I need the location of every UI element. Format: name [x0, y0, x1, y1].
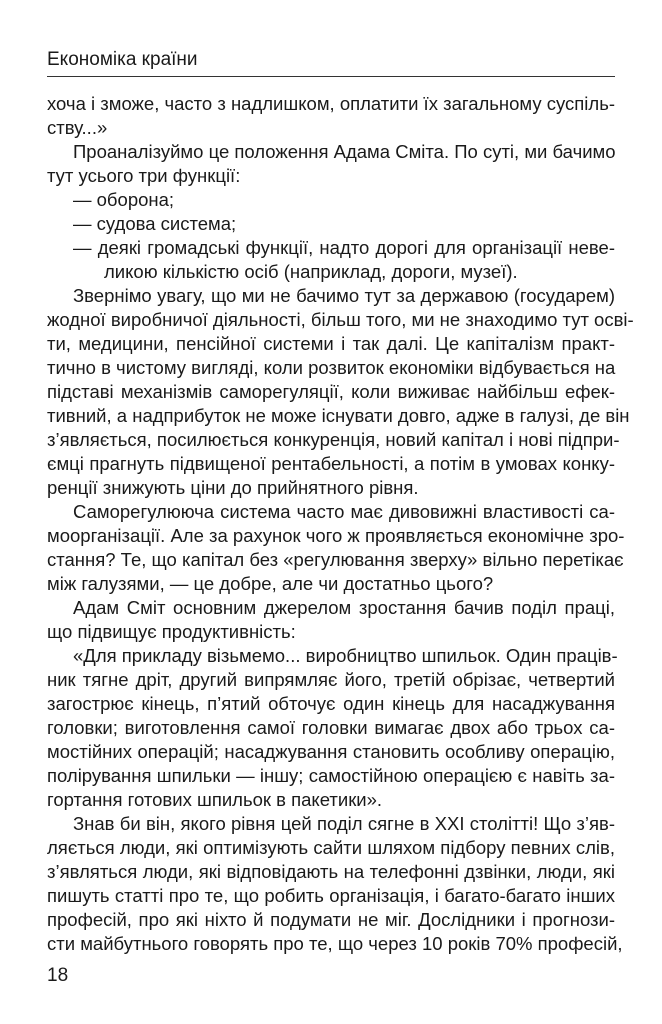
text-line: ємці прагнуть підвищеної рентабельності, а потім в умовах конку- — [47, 453, 615, 474]
text-line: пишуть статті про те, що робить організація, і багато-багато інших — [47, 885, 615, 906]
quote-line: мостійних операцій; насаджування становить особливу операцію, — [47, 741, 615, 762]
text-line: сти майбутнього говорять про те, що через 10 років 70% професій, — [47, 933, 623, 954]
text-line: хоча і зможе, часто з надлишком, оплатити їх загальному суспіль- — [47, 93, 616, 114]
text-line: підставі механізмів саморегуляції, коли виживає найбільш ефек- — [47, 381, 615, 402]
text-line: професій, про які ніхто й подумати не міг. Дослідники і прогнози- — [47, 909, 615, 930]
text-line: Знав би він, якого рівня цей поділ сягне в XXI столітті! Що з’яв- — [73, 813, 615, 834]
quote-line: ник тягне дріт, другий випрямляє його, третій обрізає, четвертий — [47, 669, 615, 690]
text-line: ти, медицини, пенсійної системи і так далі. Це капіталізм практ- — [47, 333, 615, 354]
quote-line: гортання готових шпильок в пакетики». — [47, 789, 383, 810]
text-line: з’являється, посилюється конкуренція, новий капітал і нові підпри- — [47, 429, 620, 450]
text-line: тично в чистому вигляді, коли розвиток економіки відбувається на — [47, 357, 616, 378]
quote-line: загострює кінець, п’ятий обточує один кінець для насаджування — [47, 693, 615, 714]
text-line: між галузями, — це добре, але чи достатньо цього? — [47, 573, 494, 594]
quote-line: головки; виготовлення самої головки вимагає двох або трьох са- — [47, 717, 615, 738]
quote-line: «Для прикладу візьмемо... виробництво шпильок. Один праців- — [73, 645, 618, 666]
text-line: ляється люди, які оптимізують сайти шляхом підбору певних слів, — [47, 837, 615, 858]
list-item: — оборона; — [73, 189, 175, 210]
text-line: тут усього три функції: — [47, 165, 241, 186]
header-rule — [47, 76, 615, 77]
page-number: 18 — [47, 965, 69, 986]
list-item: — судова система; — [73, 213, 237, 234]
text-line: Саморегулююча система часто має дивовижні властивості са- — [73, 501, 615, 522]
list-item: — деякі громадські функції, надто дорогі для організації неве- — [73, 237, 615, 258]
body-text — [47, 92, 634, 956]
text-line: моорганізації. Але за рахунок чого ж проявляється економічне зро- — [47, 525, 625, 546]
text-line: Адам Сміт основним джерелом зростання бачив поділ праці, — [73, 597, 615, 618]
running-header: Економіка країни — [47, 49, 198, 70]
text-line: стання? Те, що капітал без «регулювання зверху» вільно перетікає — [47, 549, 624, 570]
text-line: ству...» — [47, 117, 108, 138]
text-line: ренції знижують ціни до прийнятного рівня. — [47, 477, 419, 498]
text-line: що підвищує продуктивність: — [47, 621, 296, 642]
text-line: з’являться люди, які відповідають на телефонні дзвінки, люди, які — [47, 861, 615, 882]
list-item-continuation: ликою кількістю осіб (наприклад, дороги, музеї). — [104, 261, 518, 282]
text-line: тивний, а надприбуток не може існувати довго, адже в галузі, де він — [47, 405, 630, 426]
text-line: Проаналізуймо це положення Адама Сміта. По суті, ми бачимо — [73, 141, 616, 162]
text-line: Звернімо увагу, що ми не бачимо тут за державою (государем) — [73, 285, 615, 306]
text-line: жодної виробничої діяльності, більш того, ми не знаходимо тут осві- — [47, 309, 634, 330]
quote-line: полірування шпильки — іншу; самостійною операцією є навіть за- — [47, 765, 615, 786]
